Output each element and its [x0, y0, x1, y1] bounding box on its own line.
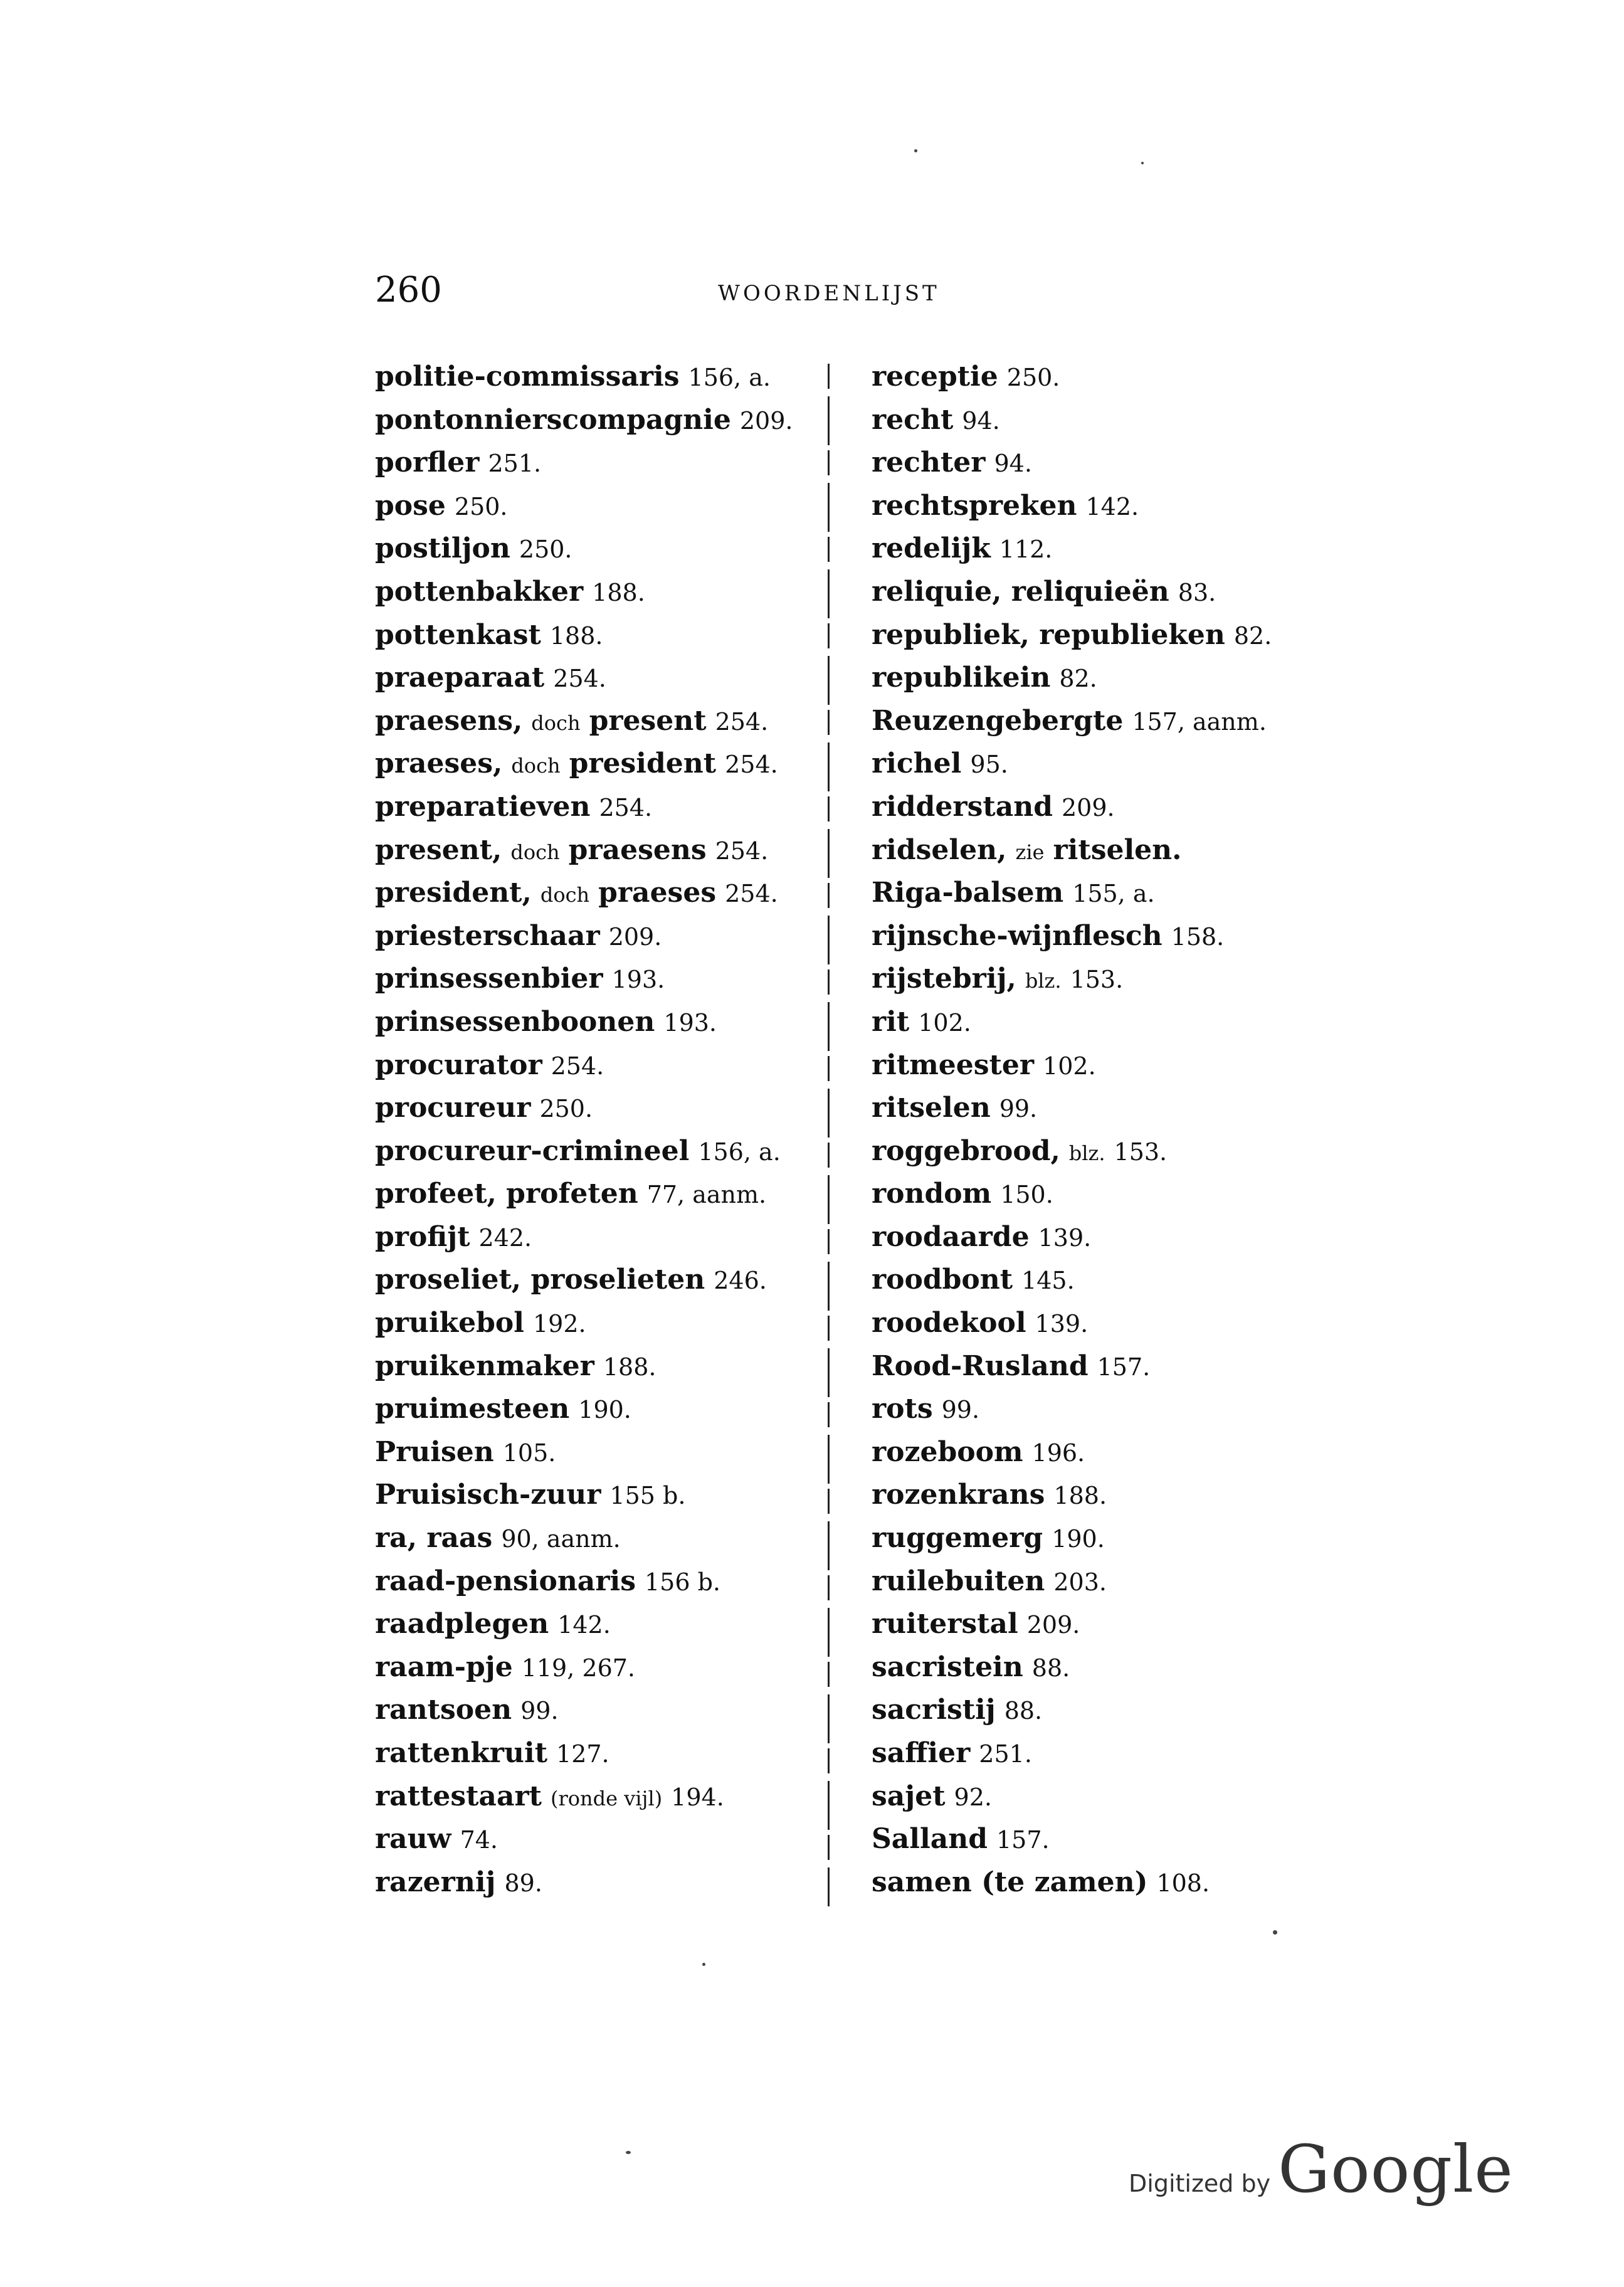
entry-word: pruikebol — [375, 1307, 524, 1339]
entry-page-ref: 251. — [979, 1740, 1032, 1768]
entry-word: Rood-Rusland — [872, 1349, 1089, 1382]
entry-word: reliquie, reliquieën — [872, 575, 1169, 608]
index-entry — [375, 1388, 814, 1431]
column-divider — [828, 364, 830, 1906]
scan-speck — [702, 1963, 705, 1966]
entry-page-ref: 82. — [1059, 665, 1097, 693]
entry-page-ref: 246. — [714, 1267, 767, 1295]
entry-word: republiek, republieken — [872, 618, 1225, 651]
entry-page-ref: 190. — [1052, 1525, 1105, 1553]
entry-page-ref: 155, a. — [1072, 880, 1155, 908]
index-entry — [375, 1689, 814, 1732]
index-entry — [375, 571, 814, 614]
index-entry — [872, 485, 1323, 528]
entry-page-ref: 156 b. — [644, 1568, 720, 1596]
entry-page-ref: 158. — [1171, 922, 1225, 951]
entry-word: ruiterstal — [872, 1608, 1018, 1640]
entry-page-ref: 89. — [504, 1869, 542, 1897]
page-number: 260 — [375, 270, 442, 310]
index-entry — [872, 1603, 1323, 1646]
index-entry — [375, 356, 814, 399]
entry-page-ref: 157. — [1097, 1353, 1151, 1381]
scan-speck — [1141, 162, 1144, 164]
entry-page-ref: 194. — [671, 1783, 724, 1811]
entry-page-ref: 188. — [603, 1353, 656, 1381]
entry-page-ref: 94. — [962, 406, 1000, 435]
entry-word: ritselen — [872, 1092, 991, 1124]
entry-page-ref: 254. — [715, 837, 769, 865]
entry-page-ref: 142. — [557, 1611, 611, 1639]
entry-word: sacristein — [872, 1651, 1023, 1683]
entry-page-ref: 88. — [1004, 1697, 1043, 1725]
index-entry — [872, 399, 1323, 442]
index-entry — [872, 915, 1323, 958]
entry-page-ref: 156, a. — [688, 364, 771, 391]
entry-word: politie-commissaris — [375, 361, 680, 393]
entry-word: Riga-balsem — [872, 877, 1064, 909]
scan-speck — [914, 149, 917, 152]
entry-word: rondom — [872, 1178, 992, 1210]
entry-page-ref: 250. — [454, 492, 508, 520]
index-entry — [872, 1818, 1323, 1861]
entry-word: present, — [375, 833, 502, 866]
entry-word: ridderstand — [872, 790, 1053, 823]
index-entry — [872, 657, 1323, 700]
entry-page-ref: 193. — [663, 1008, 717, 1037]
entry-word: Reuzengebergte — [872, 704, 1124, 737]
entry-page-ref: 77, aanm. — [646, 1181, 767, 1209]
index-entry — [872, 1302, 1323, 1345]
entry-word: rechter — [872, 446, 986, 479]
entry-page-ref: 190. — [578, 1396, 631, 1424]
entry-page-ref: 155 b. — [609, 1482, 686, 1510]
entry-page-ref: 254. — [715, 707, 769, 736]
entry-page-ref: 88. — [1031, 1654, 1070, 1682]
index-entry — [872, 614, 1323, 657]
entry-page-ref: 250. — [519, 536, 572, 564]
entry-word: rozenkrans — [872, 1479, 1045, 1511]
index-entry — [375, 1474, 814, 1517]
entry-page-ref: 102. — [1043, 1052, 1096, 1080]
entry-page-ref: 74. — [460, 1826, 498, 1854]
entry-page-ref: 188. — [549, 621, 603, 650]
entry-word: rattestaart — [375, 1780, 542, 1812]
right-column — [872, 356, 1323, 1904]
index-entry — [375, 441, 814, 485]
index-entry — [375, 614, 814, 657]
entry-page-ref: 254. — [553, 665, 606, 693]
entry-word: ruggemerg — [872, 1522, 1043, 1555]
index-entry — [375, 700, 814, 743]
entry-page-ref: 95. — [970, 751, 1008, 779]
index-entry — [872, 742, 1323, 786]
entry-page-ref: 188. — [592, 578, 645, 606]
index-entry — [375, 958, 814, 1001]
google-logo: Google — [1278, 2131, 1514, 2207]
entry-page-ref: 242. — [478, 1223, 532, 1252]
index-entry — [375, 1818, 814, 1861]
entry-page-ref: 139. — [1038, 1223, 1092, 1252]
entry-word: rauw — [375, 1823, 451, 1856]
entry-note: (ronde vijl) — [550, 1786, 663, 1810]
entry-word: rechtspreken — [872, 489, 1077, 522]
entry-page-ref: 254. — [599, 793, 653, 821]
entry-word: roodaarde — [872, 1220, 1030, 1253]
entry-word: roodekool — [872, 1307, 1026, 1339]
entry-word: prinsessenbier — [375, 963, 603, 995]
running-head: WOORDENLIJST — [718, 281, 940, 306]
entry-word: rijnsche-wijnflesch — [872, 919, 1163, 952]
entry-page-ref: 209. — [1061, 793, 1115, 821]
entry-word: praeparaat — [375, 662, 545, 694]
entry-page-ref: 209. — [739, 406, 793, 435]
entry-word: ritmeester — [872, 1048, 1035, 1081]
entry-word: sajet — [872, 1780, 946, 1812]
entry-word: president, — [375, 877, 532, 909]
digitized-watermark — [1129, 2131, 1514, 2207]
entry-page-ref: 119, 267. — [521, 1654, 636, 1682]
index-entry — [872, 1861, 1323, 1904]
entry-page-ref: 196. — [1031, 1439, 1085, 1467]
index-entry — [872, 1689, 1323, 1732]
index-entry — [872, 1431, 1323, 1474]
entry-word: rots — [872, 1393, 933, 1425]
index-entry — [872, 1001, 1323, 1044]
index-entry — [872, 872, 1323, 915]
entry-word: recht — [872, 403, 954, 436]
entry-page-ref: 209. — [1026, 1611, 1080, 1639]
index-entry — [375, 399, 814, 442]
index-entry — [375, 915, 814, 958]
index-entry — [375, 527, 814, 571]
digitized-label: Digitized by — [1129, 2170, 1271, 2197]
entry-word: profeet, profeten — [375, 1178, 638, 1210]
scan-speck — [1273, 1930, 1277, 1935]
entry-note: blz. — [1068, 1141, 1105, 1165]
index-entry — [872, 1087, 1323, 1130]
index-entry — [872, 829, 1323, 872]
entry-word: pruimesteen — [375, 1393, 570, 1425]
entry-cross-ref-word: ritselen. — [1053, 833, 1182, 866]
index-entry — [872, 700, 1323, 743]
entry-note: doch — [511, 754, 561, 778]
entry-word: Pruisisch-zuur — [375, 1479, 601, 1511]
index-entry — [375, 1130, 814, 1173]
index-entry — [375, 1302, 814, 1345]
entry-word: ra, raas — [375, 1522, 493, 1555]
index-entry — [375, 786, 814, 829]
entry-word: redelijk — [872, 532, 991, 565]
index-entry — [872, 1732, 1323, 1775]
index-entry — [872, 1775, 1323, 1819]
entry-page-ref: 188. — [1053, 1482, 1107, 1510]
left-column — [375, 356, 814, 1904]
entry-word: republikein — [872, 662, 1051, 694]
entry-word: pose — [375, 489, 446, 522]
entry-word: rantsoen — [375, 1694, 512, 1726]
index-entry — [872, 1345, 1323, 1388]
entry-page-ref: 157. — [996, 1826, 1050, 1854]
entry-word: procureur-crimineel — [375, 1134, 690, 1167]
entry-page-ref: 139. — [1035, 1310, 1089, 1338]
index-entry — [872, 1517, 1323, 1560]
entry-word: raam-pje — [375, 1651, 513, 1683]
entry-word: proseliet, proselieten — [375, 1264, 705, 1296]
entry-word: rijstebrij, — [872, 963, 1016, 995]
index-entry — [872, 1044, 1323, 1087]
entry-word: ruilebuiten — [872, 1565, 1045, 1597]
entry-page-ref: 99. — [999, 1095, 1038, 1123]
index-entry — [375, 1861, 814, 1904]
index-entry — [375, 872, 814, 915]
entry-word: ridselen, — [872, 833, 1007, 866]
index-entry — [375, 1044, 814, 1087]
entry-word: profijt — [375, 1220, 470, 1253]
index-entry — [872, 1130, 1323, 1173]
entry-page-ref: 254. — [725, 880, 778, 908]
entry-page-ref: 99. — [941, 1396, 980, 1424]
index-entry — [872, 1259, 1323, 1302]
entry-word: roodbont — [872, 1264, 1013, 1296]
entry-page-ref: 102. — [918, 1008, 971, 1037]
entry-note: doch — [510, 840, 560, 864]
index-entry — [872, 1173, 1323, 1216]
entry-page-ref: 105. — [502, 1439, 556, 1467]
entry-word: pruikenmaker — [375, 1349, 594, 1382]
index-entry — [872, 571, 1323, 614]
entry-word: richel — [872, 747, 962, 780]
entry-page-ref: 203. — [1053, 1568, 1107, 1596]
entry-word: raadplegen — [375, 1608, 549, 1640]
index-entry — [872, 356, 1323, 399]
entry-word: praesens, — [375, 704, 523, 737]
index-entry — [375, 1216, 814, 1259]
entry-cross-ref-word: present — [589, 704, 707, 737]
index-entry — [375, 1560, 814, 1603]
entry-word: procurator — [375, 1048, 542, 1081]
scan-speck — [626, 2151, 631, 2154]
entry-page-ref: 153. — [1114, 1138, 1168, 1166]
entry-note: blz. — [1025, 969, 1062, 993]
entry-word: porfler — [375, 446, 480, 479]
entry-page-ref: 254. — [725, 751, 778, 779]
entry-page-ref: 193. — [611, 966, 665, 994]
index-entry — [375, 1431, 814, 1474]
index-entry — [375, 1517, 814, 1560]
entry-page-ref: 150. — [1000, 1181, 1053, 1209]
entry-page-ref: 94. — [994, 450, 1032, 478]
entry-note: doch — [531, 710, 581, 735]
entry-word: raad-pensionaris — [375, 1565, 636, 1597]
entry-word: pontonnierscompagnie — [375, 403, 731, 436]
entry-word: postiljon — [375, 532, 510, 565]
entry-page-ref: 250. — [1006, 364, 1060, 391]
entry-page-ref: 251. — [488, 450, 542, 478]
entry-word: procureur — [375, 1092, 531, 1124]
index-entry — [375, 485, 814, 528]
entry-page-ref: 127. — [556, 1740, 609, 1768]
entry-page-ref: 145. — [1021, 1267, 1075, 1295]
index-entry — [375, 829, 814, 872]
entry-page-ref: 192. — [532, 1310, 586, 1338]
index-entry — [375, 1603, 814, 1646]
index-entry — [872, 958, 1323, 1001]
entry-word: pottenbakker — [375, 575, 584, 608]
entry-word: prinsessenboonen — [375, 1005, 655, 1038]
entry-word: samen (te zamen) — [872, 1866, 1148, 1898]
index-entry — [872, 786, 1323, 829]
index-entry — [375, 1087, 814, 1130]
entry-word: rattenkruit — [375, 1737, 548, 1769]
entry-word: Salland — [872, 1823, 988, 1856]
entry-word: rit — [872, 1005, 910, 1038]
index-entry — [375, 742, 814, 786]
entry-cross-ref-word: praesens — [568, 833, 707, 866]
entry-word: razernij — [375, 1866, 496, 1898]
entry-page-ref: 153. — [1070, 966, 1124, 994]
entry-word: rozeboom — [872, 1435, 1023, 1468]
index-entry — [375, 1775, 814, 1819]
entry-word: priesterschaar — [375, 919, 600, 952]
index-entry — [872, 441, 1323, 485]
entry-word: receptie — [872, 361, 998, 393]
entry-note: doch — [540, 883, 590, 907]
entry-page-ref: 157, aanm. — [1132, 707, 1267, 736]
entry-word: preparatieven — [375, 790, 591, 823]
index-entry — [375, 1001, 814, 1044]
entry-note: zie — [1015, 840, 1045, 864]
entry-cross-ref-word: president — [569, 747, 717, 780]
entry-page-ref: 254. — [551, 1052, 604, 1080]
entry-page-ref: 90, aanm. — [501, 1525, 621, 1553]
entry-page-ref: 99. — [520, 1697, 559, 1725]
entry-cross-ref-word: praeses — [598, 877, 717, 909]
entry-word: Pruisen — [375, 1435, 494, 1468]
entry-page-ref: 92. — [954, 1783, 992, 1811]
entry-page-ref: 83. — [1178, 578, 1216, 606]
index-entry — [872, 1560, 1323, 1603]
entry-page-ref: 82. — [1233, 621, 1272, 650]
index-entry — [375, 1173, 814, 1216]
index-entry — [872, 1388, 1323, 1431]
index-entry — [375, 1259, 814, 1302]
entry-page-ref: 108. — [1156, 1869, 1210, 1897]
index-entry — [872, 1474, 1323, 1517]
entry-word: roggebrood, — [872, 1134, 1060, 1167]
entry-word: sacristij — [872, 1694, 996, 1726]
entry-page-ref: 156, a. — [698, 1138, 781, 1166]
index-entry — [872, 1646, 1323, 1689]
entry-page-ref: 250. — [539, 1095, 593, 1123]
entry-page-ref: 142. — [1085, 492, 1139, 520]
index-entry — [872, 527, 1323, 571]
index-entry — [375, 657, 814, 700]
index-entry — [375, 1646, 814, 1689]
entry-page-ref: 209. — [608, 922, 662, 951]
entry-word: pottenkast — [375, 618, 541, 651]
entry-word: saffier — [872, 1737, 971, 1769]
index-entry — [375, 1345, 814, 1388]
index-entry — [872, 1216, 1323, 1259]
entry-word: praeses, — [375, 747, 503, 780]
index-entry — [375, 1732, 814, 1775]
entry-page-ref: 112. — [999, 536, 1053, 564]
